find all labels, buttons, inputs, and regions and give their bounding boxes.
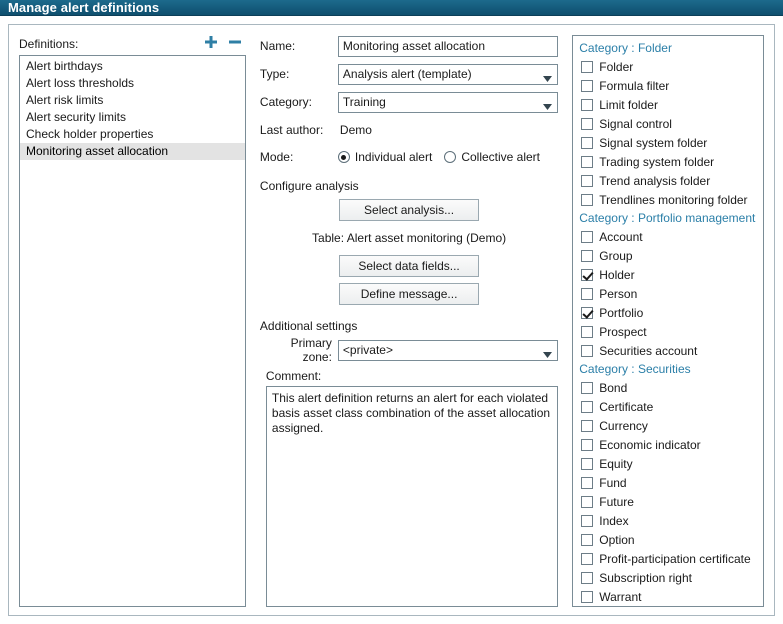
checkbox-checked[interactable] (581, 269, 593, 281)
checkbox[interactable] (581, 515, 593, 527)
checkbox[interactable] (581, 458, 593, 470)
checkbox-checked[interactable] (581, 307, 593, 319)
checkbox-label: Limit folder (599, 97, 658, 112)
checkbox-item[interactable] (573, 190, 763, 209)
checkbox[interactable] (581, 496, 593, 508)
category-header-prefix: Category : (579, 362, 638, 376)
category-header-name: Folder (637, 41, 672, 55)
checkbox[interactable] (581, 175, 593, 187)
additional-settings-title: Additional settings (259, 319, 358, 333)
checkbox-label: Formula filter (599, 78, 670, 93)
checkbox[interactable] (581, 288, 593, 300)
checkbox-label: Signal system folder (599, 135, 708, 150)
definitions-label: Definitions: (19, 37, 79, 51)
checkbox[interactable] (581, 401, 593, 413)
checkbox-item[interactable] (573, 435, 763, 454)
checkbox-label: Warrant (599, 589, 642, 604)
comment-textarea[interactable] (266, 386, 558, 607)
category-header-name: Securities (637, 362, 691, 376)
checkbox[interactable] (581, 553, 593, 565)
checkbox-label: Portfolio (599, 305, 644, 320)
definitions-listbox[interactable] (19, 55, 246, 607)
checkbox[interactable] (581, 80, 593, 92)
name-label: Name: (259, 39, 296, 53)
checkbox-item[interactable] (573, 246, 763, 265)
checkbox-item[interactable] (573, 549, 763, 568)
checkbox[interactable] (581, 137, 593, 149)
checkbox[interactable] (581, 477, 593, 489)
type-label: Type: (259, 67, 290, 81)
checkbox-item[interactable] (573, 265, 763, 284)
last-author-value: Demo (339, 123, 372, 137)
checkbox-label: Future (599, 494, 634, 509)
window-titlebar (0, 0, 783, 16)
category-header-portfolio-management (573, 209, 763, 227)
checkbox[interactable] (581, 439, 593, 451)
checkbox-label: Folder (599, 59, 634, 74)
checkbox-label: Currency (599, 418, 648, 433)
checkbox[interactable] (581, 534, 593, 546)
checkbox-label: Subscription right (599, 570, 692, 585)
analysis-table-text: Table: Alert asset monitoring (Demo) (312, 231, 507, 245)
checkbox-label: Securities account (599, 343, 698, 358)
list-item-selected[interactable]: Monitoring asset allocation (20, 143, 245, 160)
type-select[interactable] (338, 64, 558, 85)
checkbox-label: Signal control (599, 116, 672, 131)
checkbox-item[interactable] (573, 114, 763, 133)
checkbox-label: Prospect (599, 324, 647, 339)
checkbox-label: Bond (599, 380, 628, 395)
checkbox-item[interactable] (573, 530, 763, 549)
category-header-securities (573, 360, 763, 378)
checkbox-item[interactable] (573, 511, 763, 530)
select-analysis-button[interactable]: Select analysis... (339, 199, 479, 221)
checkbox-item[interactable] (573, 587, 763, 606)
category-header-folder (573, 39, 763, 57)
radio-individual[interactable] (338, 151, 350, 163)
category-label: Category: (259, 95, 312, 109)
checkbox-label: Group (599, 248, 633, 263)
category-header-prefix: Category : (579, 41, 638, 55)
checkbox[interactable] (581, 382, 593, 394)
checkbox[interactable] (581, 345, 593, 357)
checkbox-item[interactable] (573, 152, 763, 171)
checkbox[interactable] (581, 326, 593, 338)
checkbox-item[interactable] (573, 492, 763, 511)
comment-label: Comment: (265, 369, 322, 383)
checkbox[interactable] (581, 194, 593, 206)
checkbox-item[interactable] (573, 568, 763, 587)
name-input[interactable] (338, 36, 558, 57)
checkbox-label: Economic indicator (599, 437, 701, 452)
checkbox-item[interactable] (573, 171, 763, 190)
definitions-column (19, 35, 246, 607)
main-panel (8, 24, 775, 616)
mode-individual-label: Individual alert (354, 150, 433, 164)
list-item[interactable]: Alert birthdays (26, 59, 103, 73)
checkbox[interactable] (581, 591, 593, 603)
category-select-value: Training (342, 95, 386, 109)
checkbox-item[interactable] (573, 227, 763, 246)
list-item[interactable]: Alert risk limits (26, 93, 104, 107)
list-item[interactable]: Check holder properties (26, 127, 154, 141)
list-item[interactable]: Alert loss thresholds (26, 76, 135, 90)
primary-zone-value: <private> (342, 343, 393, 357)
checkbox-label: Equity (599, 456, 633, 471)
checkbox-label: Fund (599, 475, 627, 490)
definitions-header (19, 35, 246, 53)
checkbox-item[interactable] (573, 95, 763, 114)
checkbox-item[interactable] (573, 454, 763, 473)
category-header-prefix: Category : (579, 211, 638, 225)
chevron-down-icon (543, 99, 552, 105)
checkbox-label: Trading system folder (599, 154, 715, 169)
radio-collective[interactable] (444, 151, 456, 163)
window-title: Manage alert definitions (8, 0, 160, 15)
checkbox[interactable] (581, 231, 593, 243)
checkbox-label: Account (599, 229, 643, 244)
checkbox-item[interactable] (573, 303, 763, 322)
checkbox[interactable] (581, 118, 593, 130)
chevron-down-icon (543, 347, 552, 353)
checkbox-item[interactable] (573, 341, 763, 360)
category-header-name: Portfolio management (637, 211, 756, 225)
category-select[interactable] (338, 92, 558, 113)
checkbox[interactable] (581, 61, 593, 73)
categories-panel[interactable] (572, 35, 764, 607)
checkbox-label: Profit-participation certificate (599, 551, 751, 566)
remove-definition-icon[interactable] (228, 35, 242, 49)
primary-zone-select[interactable] (338, 340, 558, 361)
type-select-value: Analysis alert (template) (342, 67, 472, 81)
mode-collective-label: Collective alert (461, 150, 541, 164)
checkbox-label: Certificate (599, 399, 654, 414)
list-item[interactable]: Alert security limits (26, 110, 127, 124)
checkbox-item[interactable] (573, 397, 763, 416)
category-row (260, 91, 558, 113)
checkbox[interactable] (581, 250, 593, 262)
chevron-down-icon (543, 71, 552, 77)
details-column (260, 35, 558, 607)
checkbox-label: Option (599, 532, 635, 547)
checkbox[interactable] (581, 99, 593, 111)
checkbox-label: Index (599, 513, 629, 528)
checkbox-label: Trendlines monitoring folder (599, 192, 748, 207)
mode-label: Mode: (259, 150, 294, 164)
mode-row (260, 147, 558, 167)
checkbox-item[interactable] (573, 416, 763, 435)
checkbox[interactable] (581, 156, 593, 168)
define-message-button[interactable]: Define message... (339, 283, 479, 305)
last-author-row (260, 119, 558, 141)
checkbox-item[interactable] (573, 57, 763, 76)
checkbox-item[interactable] (573, 284, 763, 303)
checkbox-item[interactable] (573, 322, 763, 341)
mode-individual-option[interactable] (338, 150, 432, 164)
configure-analysis-title: Configure analysis (259, 179, 359, 193)
checkbox-item[interactable] (573, 473, 763, 492)
checkbox-item[interactable] (573, 76, 763, 95)
select-data-fields-button[interactable]: Select data fields... (339, 255, 479, 277)
last-author-label: Last author: (259, 123, 324, 137)
checkbox-label: Person (599, 286, 638, 301)
checkbox-item[interactable] (573, 378, 763, 397)
primary-zone-label: Primary zone: (290, 336, 332, 364)
definitions-toolbar (204, 35, 242, 49)
checkbox-item[interactable] (573, 133, 763, 152)
checkbox-label: Holder (599, 267, 635, 282)
checkbox[interactable] (581, 420, 593, 432)
name-row (260, 35, 558, 57)
type-row (260, 63, 558, 85)
checkbox-label: Trend analysis folder (599, 173, 711, 188)
dialog-body (0, 16, 783, 624)
primary-zone-row (260, 336, 558, 364)
add-definition-icon[interactable] (204, 35, 218, 49)
mode-collective-option[interactable] (444, 150, 540, 164)
checkbox[interactable] (581, 572, 593, 584)
